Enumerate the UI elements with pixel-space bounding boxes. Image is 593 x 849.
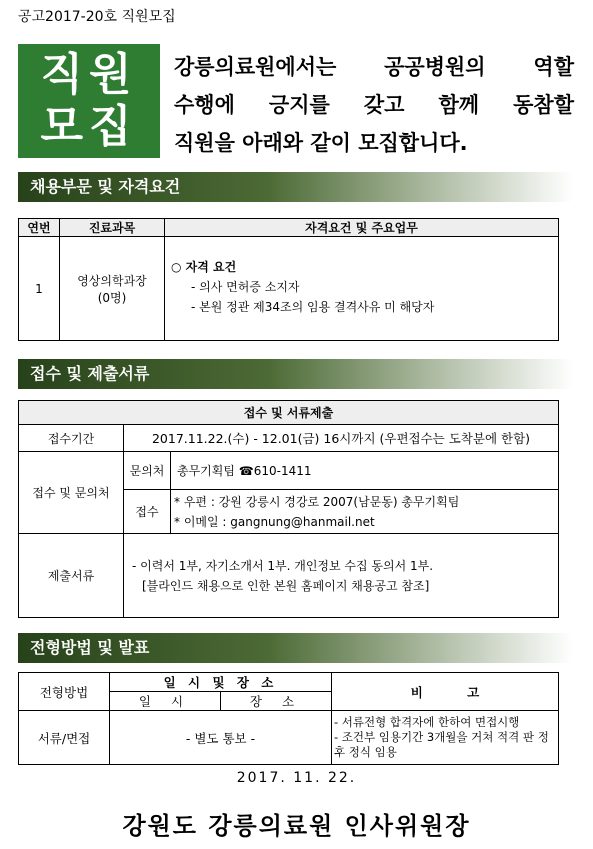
section-title-qualifications: 채용부문 및 자격요건 [18, 172, 573, 202]
row-value: - 별도 통보 - [110, 711, 332, 765]
submit-label: 접수 [124, 490, 171, 534]
method-label: 전형방법 [19, 673, 110, 711]
row-dept [60, 237, 165, 341]
remarks [332, 711, 559, 765]
remark-1: - 서류전형 합격자에 한하여 면접시행 [334, 715, 520, 729]
col-header-no: 연번 [19, 219, 60, 237]
footer-date: 2017. 11. 22. [236, 770, 357, 786]
intro-text [174, 48, 574, 162]
submit-post: * 우편 : 강원 강릉시 경강로 2007(남문동) 총무기획팀 [174, 494, 460, 509]
section-title-selection: 전형방법 및 발표 [18, 633, 573, 663]
dept-name: 영상의학과장 [77, 273, 147, 288]
place-label: 장 소 [220, 692, 331, 711]
row-no: 1 [19, 237, 60, 341]
logo-line2: 모집 [40, 101, 138, 152]
row-label: 서류/면접 [19, 711, 110, 765]
docs-line1: - 이력서 1부, 자기소개서 1부. 개인정보 수집 동의서 1부. [132, 558, 434, 573]
submit-email: * 이메일 : gangnung@hanmail.net [174, 514, 375, 529]
submit-methods [171, 490, 559, 534]
period-value: 2017.11.22.(수) - 12.01(금) 16시까지 (우편접수는 도착분에 한함) [124, 425, 559, 452]
footer-signature: 강원도 강릉의료원 인사위원장 [122, 812, 471, 840]
schedule-label: 일 시 및 장 소 [110, 673, 332, 692]
docs-line2: [블라인드 채용으로 인한 본원 홈페이지 채용공고 참조] [142, 578, 430, 593]
remark-label: 비 고 [332, 673, 559, 711]
qualifications-table [18, 218, 559, 341]
docs-label: 제출서류 [19, 534, 124, 618]
col-header-qual: 자격요건 및 주요업무 [165, 219, 559, 237]
section-title-submission: 접수 및 제출서류 [18, 359, 573, 389]
submission-table [18, 400, 559, 618]
qual-title: ○ 자격 요건 [171, 260, 237, 274]
col-header-dept: 진료과목 [60, 219, 165, 237]
remark-2: - 조건부 임용기간 3개월을 거쳐 적격 판 정 후 정식 임용 [334, 730, 549, 759]
date-label: 일 시 [110, 692, 221, 711]
contact-value: 총무기획팀 ☎610-1411 [171, 452, 559, 490]
table-row [19, 237, 559, 341]
docs-value [124, 534, 559, 618]
qual-item: - 본원 정관 제34조의 임용 결격사유 미 해당자 [191, 300, 435, 314]
selection-table [18, 672, 559, 765]
notice-number: 공고2017-20호 직원모집 [18, 9, 176, 25]
period-label: 접수기간 [19, 425, 124, 452]
intro-line2: 수행에 긍지를 갖고 함께 동참할 [174, 93, 574, 117]
intro-line3: 직원을 아래와 같이 모집합니다. [174, 131, 468, 155]
intro-line1: 강릉의료원에서는 공공병원의 역할 [174, 55, 574, 79]
recruitment-logo [18, 44, 160, 158]
inquiry-label: 접수 및 문의처 [19, 452, 124, 534]
contact-label: 문의처 [124, 452, 171, 490]
dept-count: (0명) [97, 290, 127, 305]
submission-table-title: 접수 및 서류제출 [19, 401, 559, 425]
logo-line1: 직원 [40, 49, 138, 100]
row-qualifications [165, 237, 559, 341]
qual-item: - 의사 면허증 소지자 [191, 280, 300, 294]
